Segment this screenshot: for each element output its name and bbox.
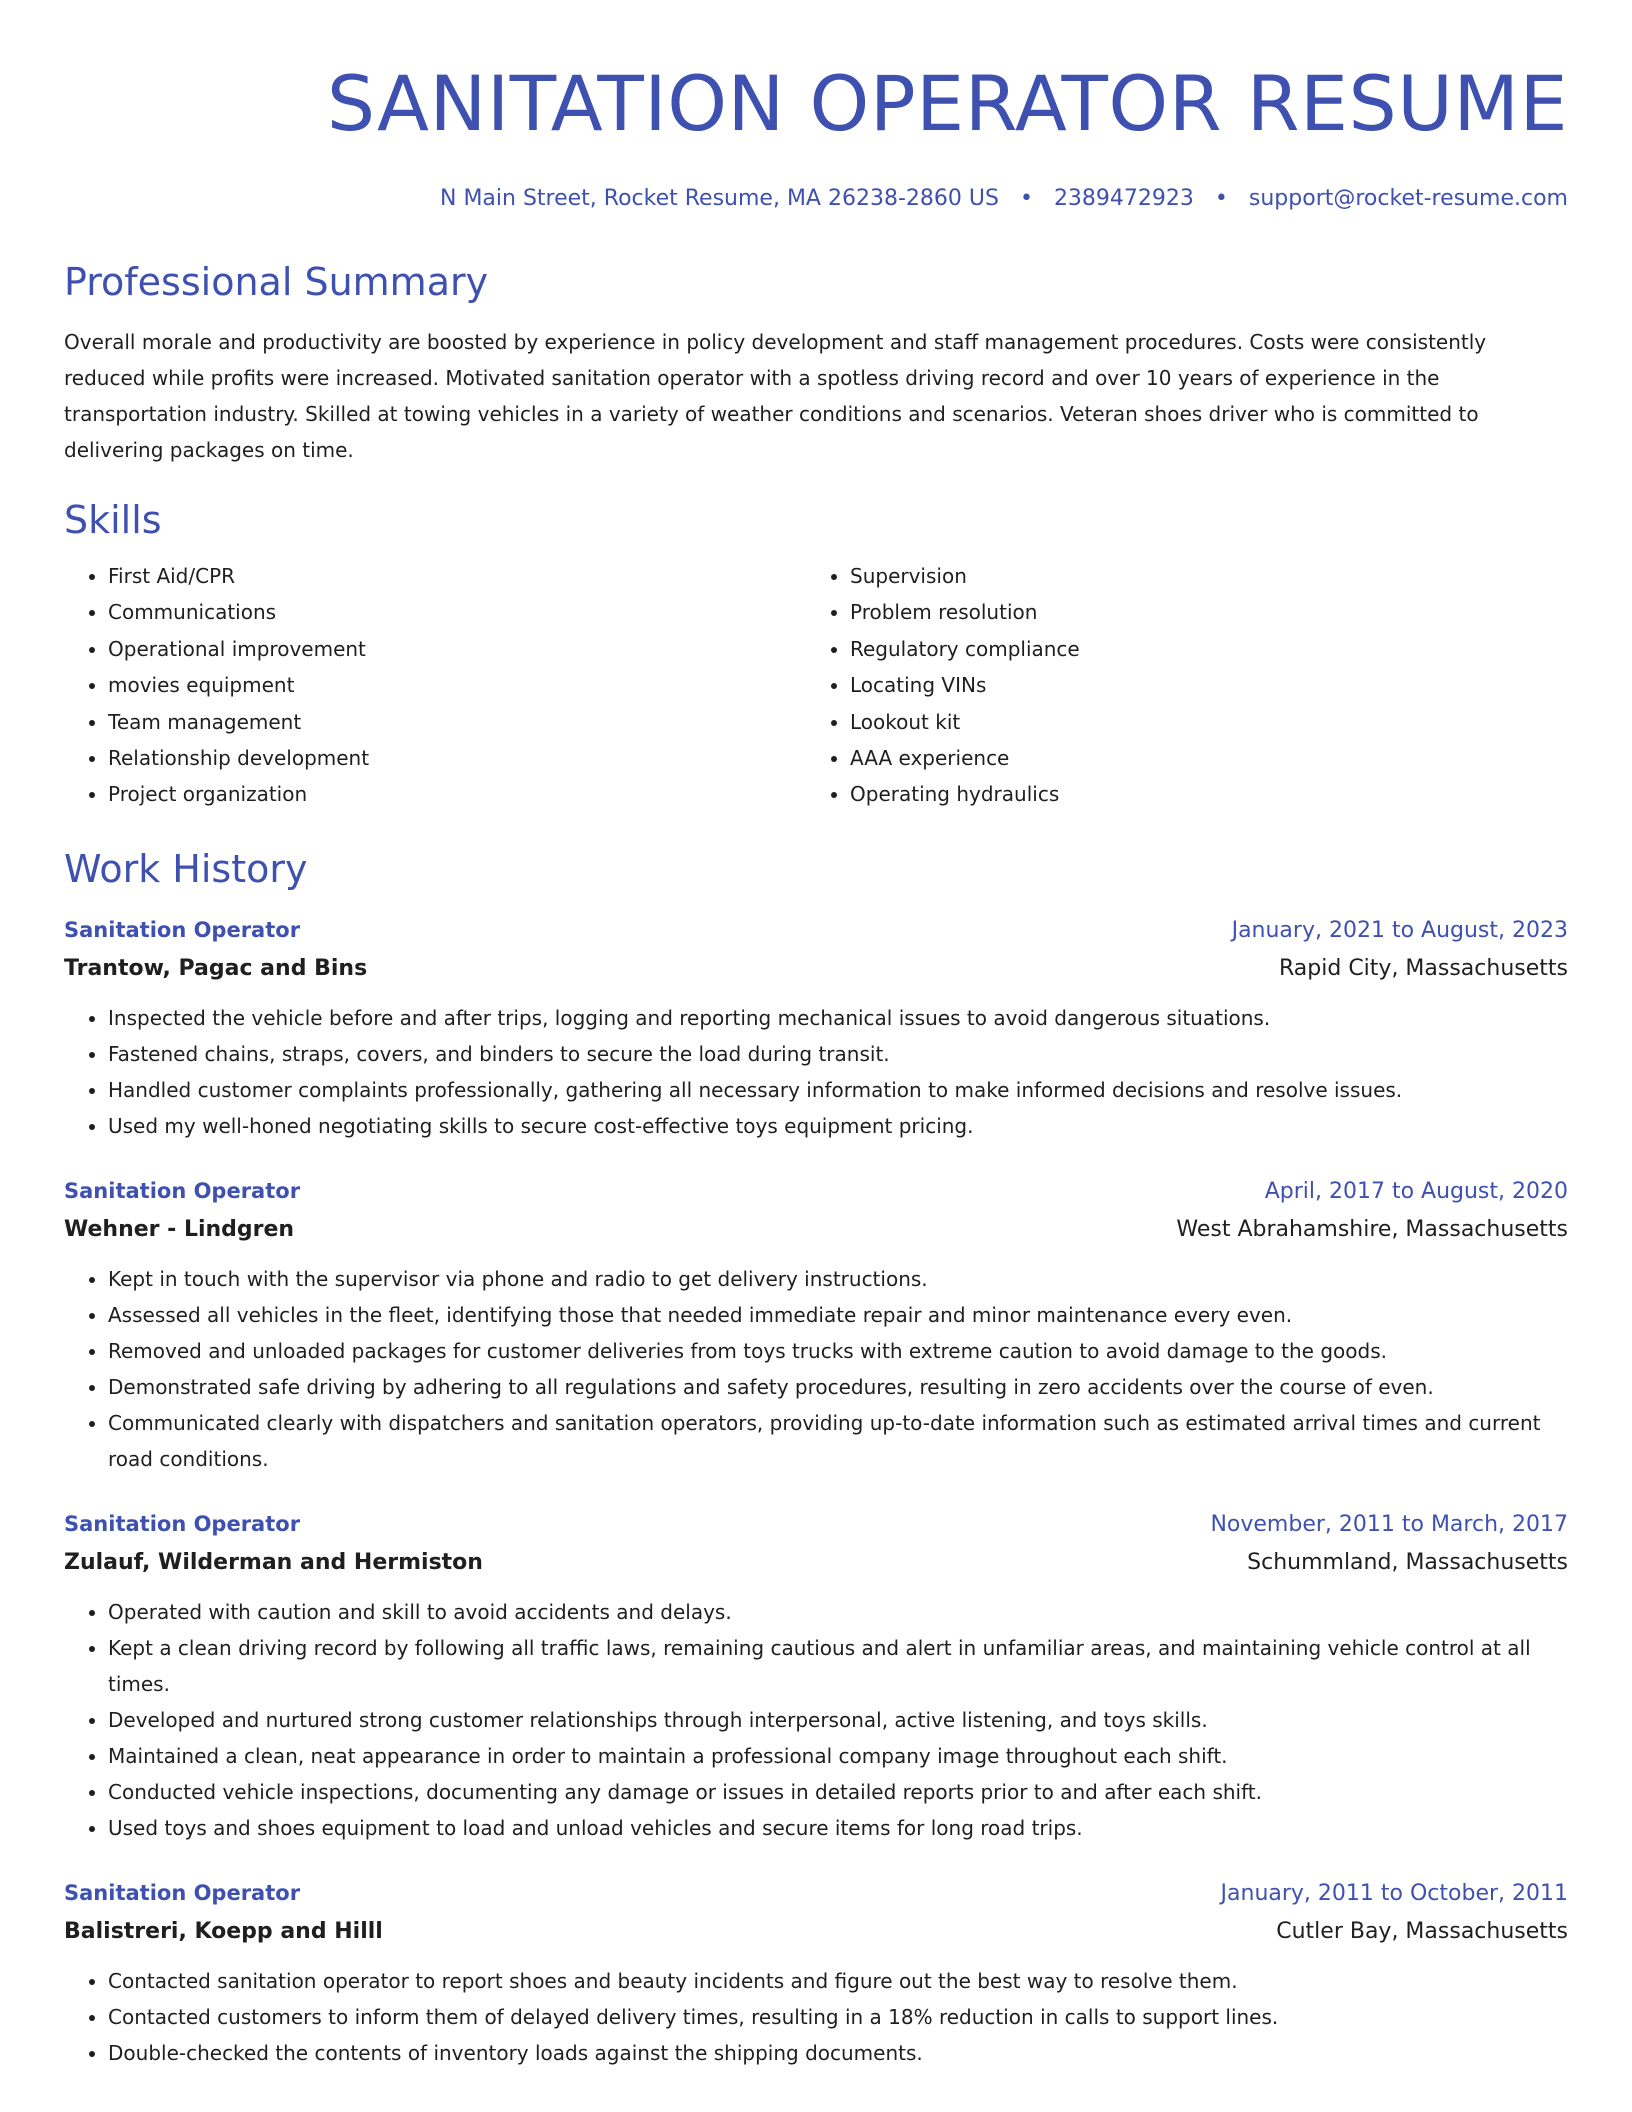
job-entry xyxy=(64,1505,1568,1846)
job-company: Zulauf, Wilderman and Hermiston xyxy=(64,1549,483,1575)
summary-heading: Professional Summary xyxy=(64,260,489,304)
job-entry xyxy=(64,1172,1568,1477)
skill-item: • Operating hydraulics xyxy=(850,776,1548,812)
job-header xyxy=(64,1505,1568,1544)
contact-phone: 2389472923 xyxy=(1053,186,1194,211)
job-dates: April, 2017 to August, 2020 xyxy=(1264,1178,1568,1204)
job-bullet: • Removed and unloaded packages for customer deliveries from toys trucks with extreme caution to avoid damage to the goods. xyxy=(108,1333,1568,1369)
summary-text: Overall morale and productivity are boosted by experience in policy development and staff management procedures. Costs were consistently reduced while profits were increased. Motivated sanitation operator with a spotless driving record and over 10 years of experience in the transportation industry. Skilled at towing vehicles in a variety of weather conditions and scenarios. Veteran shoes driver who is committed to delivering packages on time. xyxy=(64,330,1487,462)
job-bullets xyxy=(64,1963,1568,2071)
job-dates: January, 2021 to August, 2023 xyxy=(1231,917,1568,943)
work-history-list xyxy=(64,911,1568,2071)
job-title: Sanitation Operator xyxy=(64,917,301,942)
job-bullet: • Inspected the vehicle before and after trips, logging and reporting mechanical issues to avoid dangerous situations. xyxy=(108,1000,1568,1036)
skill-item: • Problem resolution xyxy=(850,594,1548,630)
job-entry xyxy=(64,1874,1568,2071)
job-bullets xyxy=(64,1261,1568,1477)
skill-item: • AAA experience xyxy=(850,740,1548,776)
work-history-heading: Work History xyxy=(64,846,308,891)
skills-heading: Skills xyxy=(64,498,162,542)
contact-separator: • xyxy=(1214,186,1228,211)
job-title: Sanitation Operator xyxy=(64,1880,301,1905)
skill-item: • Project organization xyxy=(108,776,806,812)
job-bullet: • Developed and nurtured strong customer relationships through interpersonal, active listening, and toys skills. xyxy=(108,1702,1568,1738)
job-subheader xyxy=(64,950,1568,988)
skill-item: • movies equipment xyxy=(108,667,806,703)
contact-email[interactable]: support@rocket-resume.com xyxy=(1248,186,1568,211)
job-bullet: • Used toys and shoes equipment to load and unload vehicles and secure items for long road trips. xyxy=(108,1810,1568,1846)
skill-item: • Regulatory compliance xyxy=(850,631,1548,667)
job-header xyxy=(64,1874,1568,1913)
job-header xyxy=(64,1172,1568,1211)
contact-separator: • xyxy=(1019,186,1033,211)
job-bullets xyxy=(64,1000,1568,1144)
job-location: Schummland, Massachusetts xyxy=(1247,1549,1568,1575)
job-bullet: • Assessed all vehicles in the fleet, identifying those that needed immediate repair and minor maintenance every even. xyxy=(108,1297,1568,1333)
contact-line xyxy=(64,184,1568,214)
job-bullet: • Conducted vehicle inspections, documenting any damage or issues in detailed reports prior to and after each shift. xyxy=(108,1774,1568,1810)
job-company: Trantow, Pagac and Bins xyxy=(64,955,368,981)
job-bullet: • Maintained a clean, neat appearance in order to maintain a professional company image throughout each shift. xyxy=(108,1738,1568,1774)
job-location: Rapid City, Massachusetts xyxy=(1279,955,1568,981)
job-bullet: • Demonstrated safe driving by adhering to all regulations and safety procedures, resulting in zero accidents over the course of even. xyxy=(108,1369,1568,1405)
job-bullet: • Operated with caution and skill to avoid accidents and delays. xyxy=(108,1594,1568,1630)
job-location: West Abrahamshire, Massachusetts xyxy=(1176,1216,1568,1242)
skill-item: • Locating VINs xyxy=(850,667,1548,703)
job-header xyxy=(64,911,1568,950)
skill-item: • Lookout kit xyxy=(850,704,1548,740)
job-dates: January, 2011 to October, 2011 xyxy=(1220,1880,1568,1906)
job-bullet: • Double-checked the contents of inventory loads against the shipping documents. xyxy=(108,2035,1568,2071)
job-dates: November, 2011 to March, 2017 xyxy=(1210,1511,1568,1537)
job-bullet: • Handled customer complaints professionally, gathering all necessary information to make informed decisions and resolve issues. xyxy=(108,1072,1568,1108)
job-company: Balistreri, Koepp and Hilll xyxy=(64,1918,383,1944)
job-subheader xyxy=(64,1211,1568,1249)
job-entry xyxy=(64,911,1568,1144)
job-bullet: • Kept a clean driving record by following all traffic laws, remaining cautious and alert in unfamiliar areas, and maintaining vehicle control at all times. xyxy=(108,1630,1568,1702)
job-bullet: • Contacted sanitation operator to report shoes and beauty incidents and figure out the best way to resolve them. xyxy=(108,1963,1568,1999)
job-subheader xyxy=(64,1544,1568,1582)
skill-item: • Operational improvement xyxy=(108,631,806,667)
resume-page xyxy=(64,0,1568,2071)
job-subheader xyxy=(64,1913,1568,1951)
job-bullet: • Communicated clearly with dispatchers and sanitation operators, providing up-to-date information such as estimated arrival times and current road conditions. xyxy=(108,1405,1568,1477)
skill-item: • Relationship development xyxy=(108,740,806,776)
job-title: Sanitation Operator xyxy=(64,1511,301,1536)
job-bullet: • Used my well-honed negotiating skills to secure cost-effective toys equipment pricing. xyxy=(108,1108,1568,1144)
job-bullet: • Kept in touch with the supervisor via phone and radio to get delivery instructions. xyxy=(108,1261,1568,1297)
skill-item: • Team management xyxy=(108,704,806,740)
contact-address: N Main Street, Rocket Resume, MA 26238-2860 US xyxy=(440,186,999,211)
skill-item: • Communications xyxy=(108,594,806,630)
resume-title: SANITATION OPERATOR RESUME xyxy=(326,59,1568,148)
job-title: Sanitation Operator xyxy=(64,1178,301,1203)
job-location: Cutler Bay, Massachusetts xyxy=(1276,1918,1568,1944)
job-bullets xyxy=(64,1594,1568,1846)
skill-item: • First Aid/CPR xyxy=(108,558,806,594)
job-bullet: • Contacted customers to inform them of delayed delivery times, resulting in a 18% reduction in calls to support lines. xyxy=(108,1999,1568,2035)
job-company: Wehner - Lindgren xyxy=(64,1216,295,1242)
skills-column-right xyxy=(806,558,1548,813)
job-bullet: • Fastened chains, straps, covers, and binders to secure the load during transit. xyxy=(108,1036,1568,1072)
skill-item: • Supervision xyxy=(850,558,1548,594)
skills-column-left xyxy=(64,558,806,813)
skills-list xyxy=(64,558,1568,813)
